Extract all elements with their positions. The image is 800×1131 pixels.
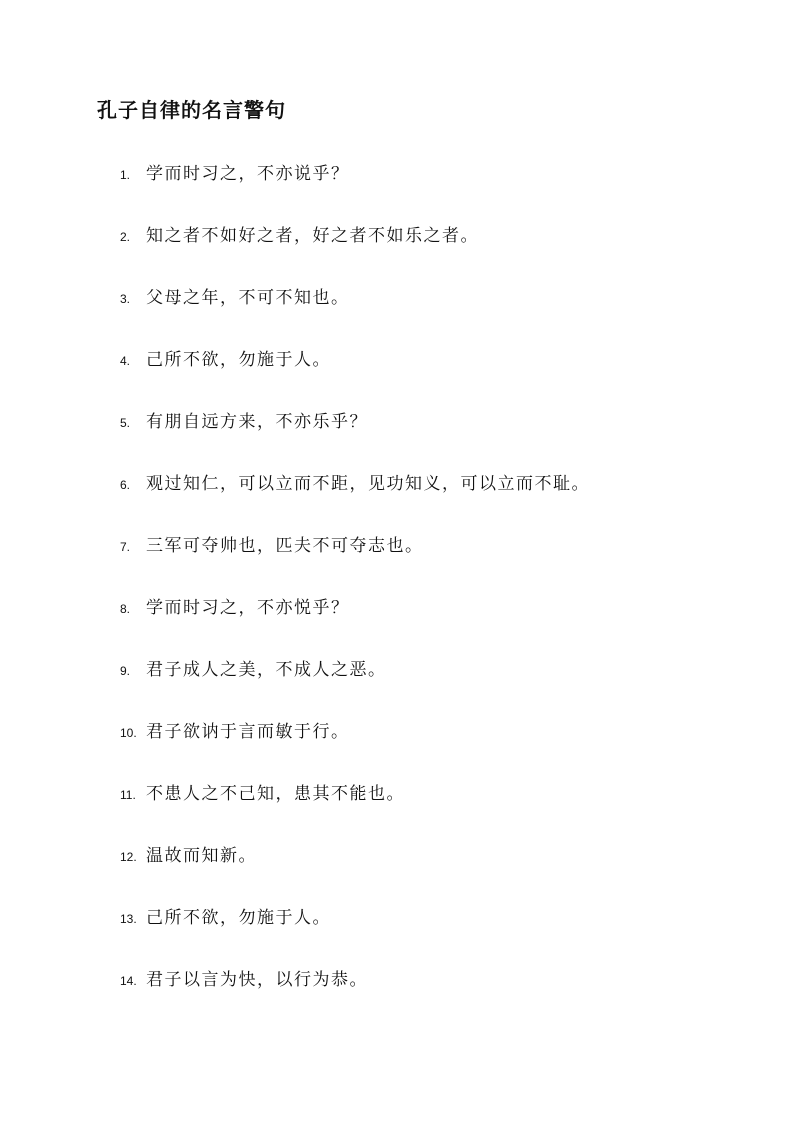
item-text: 君子成人之美，不成人之恶。 (146, 660, 387, 680)
item-text: 学而时习之，不亦说乎？ (146, 164, 350, 184)
item-number: 5. (120, 416, 131, 430)
quote-list (120, 162, 760, 1030)
item-number: 2. (120, 230, 131, 244)
item-text: 学而时习之，不亦悦乎？ (146, 598, 350, 618)
item-text: 己所不欲，勿施于人。 (146, 350, 331, 370)
item-number: 14. (120, 974, 137, 988)
item-text: 三军可夺帅也，匹夫不可夺志也。 (146, 536, 424, 556)
item-number: 3. (120, 292, 131, 306)
item-text: 观过知仁，可以立而不距，见功知义，可以立而不耻。 (146, 474, 590, 494)
item-number: 1. (120, 168, 131, 182)
list-item (120, 596, 760, 658)
item-number: 6. (120, 478, 131, 492)
list-item (120, 844, 760, 906)
item-text: 君子欲讷于言而敏于行。 (146, 722, 350, 742)
item-number: 11. (120, 788, 136, 802)
list-item (120, 658, 760, 720)
list-item (120, 410, 760, 472)
list-item (120, 720, 760, 782)
list-item (120, 348, 760, 410)
list-item (120, 534, 760, 596)
item-text: 君子以言为快，以行为恭。 (146, 970, 368, 990)
item-text: 不患人之不己知，患其不能也。 (146, 784, 405, 804)
item-number: 13. (120, 912, 137, 926)
list-item (120, 224, 760, 286)
list-item (120, 472, 760, 534)
item-text: 温故而知新。 (146, 846, 257, 866)
list-item (120, 162, 760, 224)
list-item (120, 782, 760, 844)
item-number: 10. (120, 726, 137, 740)
item-number: 7. (120, 540, 131, 554)
item-number: 8. (120, 602, 131, 616)
item-text: 己所不欲，勿施于人。 (146, 908, 331, 928)
item-number: 9. (120, 664, 131, 678)
document-title: 孔子自律的名言警句 (97, 98, 286, 122)
item-text: 知之者不如好之者，好之者不如乐之者。 (146, 226, 479, 246)
list-item (120, 286, 760, 348)
item-number: 4. (120, 354, 131, 368)
item-text: 有朋自远方来，不亦乐乎？ (146, 412, 368, 432)
item-text: 父母之年，不可不知也。 (146, 288, 350, 308)
list-item (120, 968, 760, 1030)
list-item (120, 906, 760, 968)
item-number: 12. (120, 850, 137, 864)
